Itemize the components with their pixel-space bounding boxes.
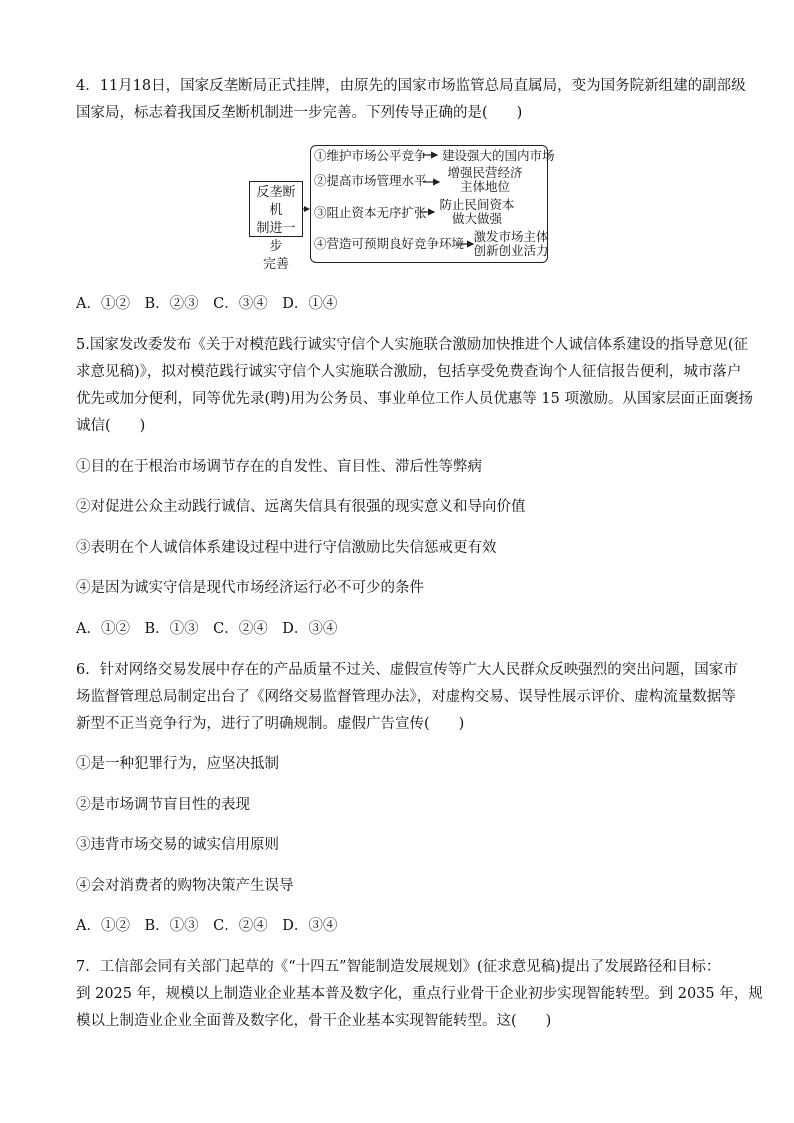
q4-diagram (249, 145, 559, 272)
q4-stem-line-1: 4．11月18日，国家反垄断局正式挂牌，由原先的国家市场监管总局直属局，变为国务院新组建的副部级 (76, 78, 746, 94)
chain-row-2-effect-1: 增强民营经济 (447, 165, 523, 180)
q6-options: A．①② B．①③ C．②④ D．③④ (76, 918, 338, 934)
q6-item-4: ④会对消费者的购物决策产生误导 (76, 878, 294, 894)
q5-stem-line-2: 求意见稿)》，拟对模范践行诚实守信个人实施联合激励，包括享受免费查询个人征信报告便利，城市落户 (76, 364, 742, 380)
q5-stem-line-1: 5.国家发改委发布《关于对模范践行诚实守信个人实施联合激励加快推进个人诚信体系建设的指导意见(征 (76, 337, 748, 353)
chain-row-4-effect-1: 激发市场主体 (473, 229, 549, 244)
source-text-3: 完善 (262, 257, 289, 272)
chain-row-1-cause: ①维护市场公平竞争 (314, 148, 427, 163)
q5-options: A．①② B．①③ C．②④ D．③④ (76, 621, 338, 637)
q5-item-2: ②对促进公众主动践行诚信、远离失信具有很强的现实意义和导向价值 (76, 499, 526, 515)
chain-row-2-effect-2: 主体地位 (459, 179, 510, 194)
q6-stem-line-1: 6．针对网络交易发展中存在的产品质量不过关、虚假宣传等广大人民群众反映强烈的突出问题，国家市 (76, 662, 738, 678)
q7-stem-line-1: 7．工信部会同有关部门起草的《“十四五”智能制造发展规划》(征求意见稿)提出了发展路径和目标： (76, 959, 721, 975)
chain-row-3-effect-2: 做大做强 (451, 211, 502, 226)
chain-row-3-cause: ③阻止资本无序扩张 (314, 205, 427, 220)
q5-stem-line-4: 诚信( ) (76, 418, 146, 434)
chain-row-2-effect (445, 166, 525, 194)
q5-item-3: ③表明在个人诚信体系建设过程中进行守信激励比失信惩戒更有效 (76, 540, 497, 556)
q5-stem-line-3: 优先或加分便利，同等优先录(聘)用为公务员、事业单位工作人员优惠等 15 项激励。从国家层面正面褒扬 (76, 391, 753, 407)
q6-item-2: ②是市场调节盲目性的表现 (76, 797, 250, 813)
diagram-source-box (249, 181, 303, 272)
q6-stem-line-3: 新型不正当竞争行为，进行了明确规制。虚假广告宣传( ) (76, 716, 465, 732)
chain-row-3-effect-1: 防止民间资本 (439, 197, 515, 212)
source-text-1: 反垄断机 (256, 185, 296, 218)
chain-row-2-cause: ②提高市场管理水平 (314, 173, 427, 188)
q6-stem-line-2: 场监督管理总局制定出台了《网络交易监督管理办法》，对虚构交易、误导性展示评价、虚构流量数据等 (76, 689, 736, 705)
q5-item-1: ①目的在于根治市场调节存在的自发性、盲目性、滞后性等弊病 (76, 459, 482, 475)
q4-stem-line-2: 国家局，标志着我国反垄断机制进一步完善。下列传导正确的是( ) (76, 105, 523, 121)
q6-item-1: ①是一种犯罪行为，应坚决抵制 (76, 756, 279, 772)
q7-stem-line-2: 到 2025 年，规模以上制造业企业基本普及数字化，重点行业骨干企业初步实现智能转型。到 2035 年，规 (76, 986, 763, 1002)
chain-row-3-effect (437, 198, 517, 226)
q6-item-3: ③违背市场交易的诚实信用原则 (76, 837, 279, 853)
chain-row-4-effect (473, 230, 549, 258)
q7-stem-line-3: 模以上制造业企业全面普及数字化，骨干企业基本实现智能转型。这( ) (76, 1013, 552, 1029)
chain-row-1-effect: 建设强大的国内市场 (442, 148, 555, 163)
q4-options: A．①② B．②③ C．③④ D．①④ (76, 296, 338, 312)
q5-item-4: ④是因为诚实守信是现代市场经济运行必不可少的条件 (76, 580, 424, 596)
diagram-chain-box (310, 145, 555, 263)
chain-row-4-effect-2: 创新创业活力 (473, 243, 549, 258)
chain-row-4-cause: ④营造可预期良好竞争环境 (314, 236, 465, 251)
source-text-2: 制进一步 (256, 221, 296, 254)
